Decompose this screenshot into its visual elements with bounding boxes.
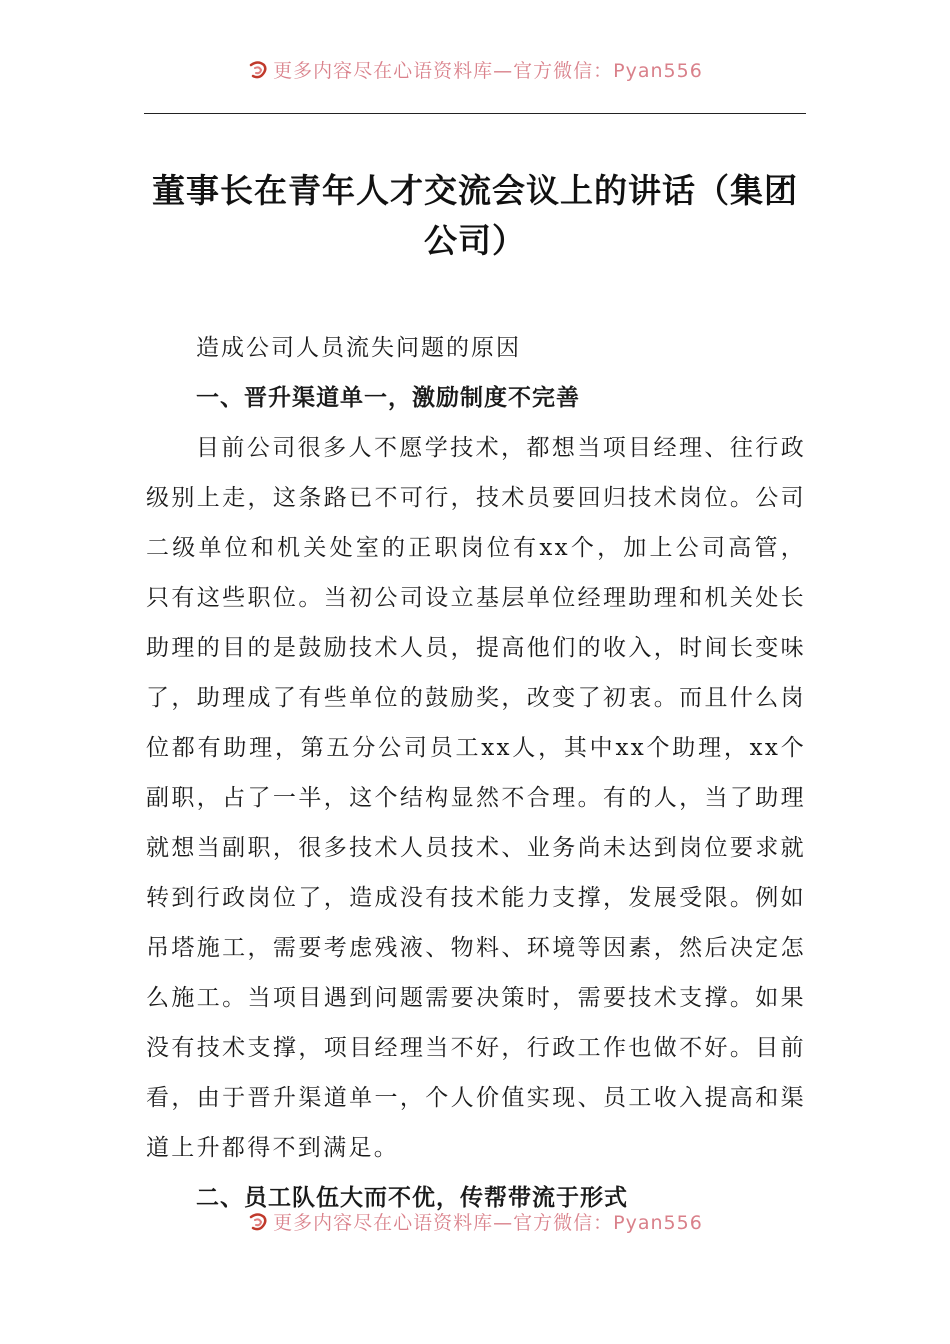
document-title: 董事长在青年人才交流会议上的讲话（集团公司） (152, 171, 798, 260)
watermark-top (0, 56, 950, 83)
watermark-logo-icon (247, 1211, 269, 1233)
section-1-heading: 一、晋升渠道单一，激励制度不完善 (196, 385, 580, 411)
document-body (146, 323, 806, 1223)
watermark-text: 更多内容尽在心语资料库—官方微信：Pyan556 (273, 1212, 703, 1234)
section-2-heading: 二、员工队伍大而不优，传帮带流于形式 (196, 1185, 628, 1211)
watermark-bottom (0, 1208, 950, 1235)
watermark-logo-icon (247, 59, 269, 81)
watermark-text: 更多内容尽在心语资料库—官方微信：Pyan556 (273, 60, 703, 82)
document-subtitle: 造成公司人员流失问题的原因 (196, 335, 521, 361)
section-1-paragraph: 目前公司很多人不愿学技术，都想当项目经理、往行政级别上走，这条路已不可行，技术员要回归技术岗位。公司二级单位和机关处室的正职岗位有xx个，加上公司高管，只有这些职位。当初公司设立基层单位经理助理和机关处长助理的目的是鼓励技术人员，提高他们的收入，时间长变味了，助理成了有些单位的鼓励奖，改变了初衷。而且什么岗位都有助理，第五分公司员工xx人，其中xx个助理，xx个副职，占了一半，这个结构显然不合理。有的人，当了助理就想当副职，很多技术人员技术、业务尚未达到岗位要求就转到行政岗位了，造成没有技术能力支撑，发展受限。例如吊塔施工，需要考虑残液、物料、环境等因素，然后决定怎么施工。当项目遇到问题需要决策时，需要技术支撑。如果没有技术支撑，项目经理当不好，行政工作也做不好。目前看，由于晋升渠道单一，个人价值实现、员工收入提高和渠道上升都得不到满足。 (146, 435, 806, 1161)
header-rule (144, 113, 806, 114)
